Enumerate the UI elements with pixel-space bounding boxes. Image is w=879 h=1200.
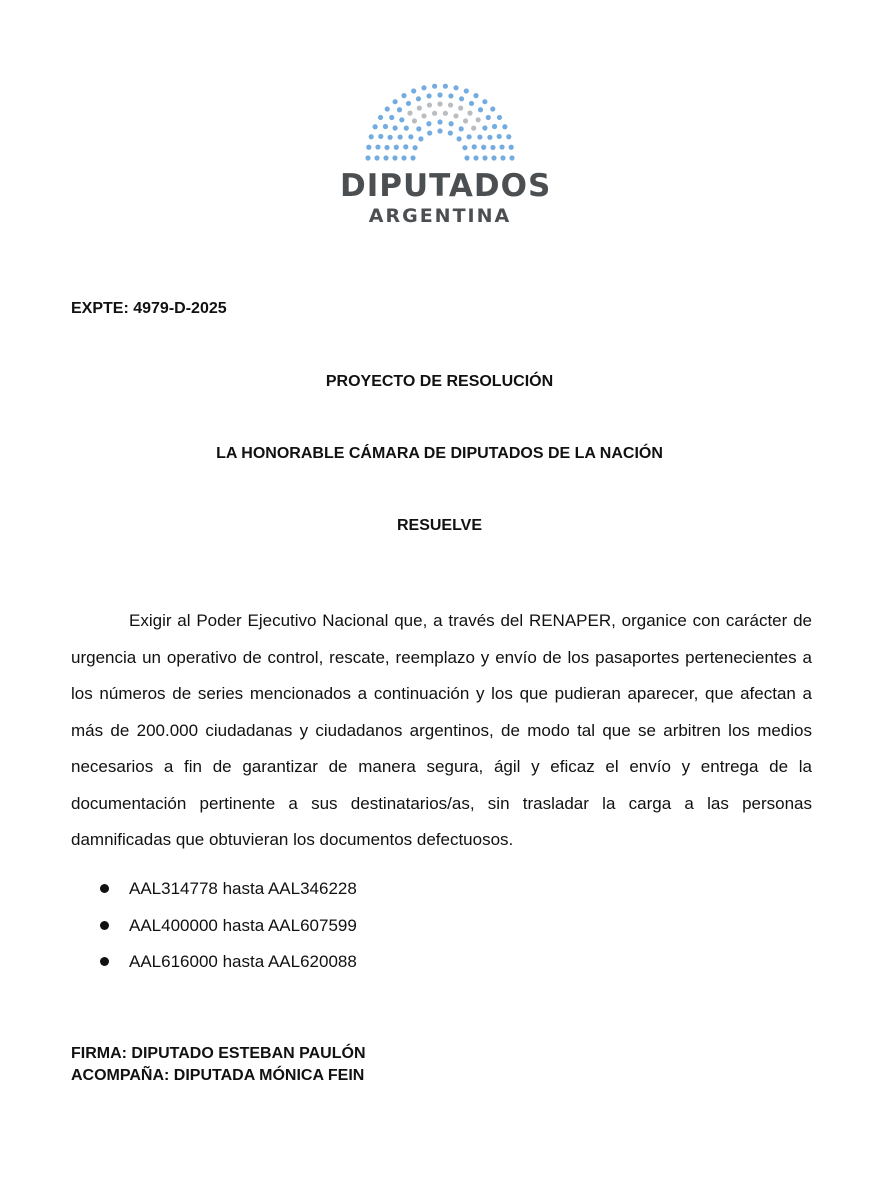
- hemicycle-dot: [506, 134, 511, 139]
- hemicycle-dot: [418, 136, 423, 141]
- logo-subtitle: ARGENTINA: [368, 205, 512, 227]
- list-item: [100, 876, 600, 913]
- hemicycle-dot: [502, 124, 507, 129]
- hemicycle-dot: [427, 102, 432, 107]
- hemicycle-dot: [378, 134, 383, 139]
- hemicycle-dots-icon: [362, 82, 518, 162]
- hemicycle-dot: [469, 101, 474, 106]
- hemicycle-dot: [437, 101, 442, 106]
- hemicycle-dot: [497, 134, 502, 139]
- resolve-heading: RESUELVE: [396, 517, 483, 534]
- hemicycle-dot: [421, 85, 426, 90]
- hemicycle-dot: [482, 125, 487, 130]
- resolution-body: Exigir al Poder Ejecutivo Nacional que, a través del RENAPER, organice con carácter de urgencia un operativo de control, rescate, reemplazo y envío de los pasaportes pertenecientes a los números de series mencionados a continuación y los que pudieran aparecer, que afectan a más de 200.000 ciudadanas y ciudadanos argentinos, de modo tal que se arbitren los medios necesarios a fin de garantizar de manera segura, ágil y eficaz el envío y entrega de la documentación pertinente a sus destinatarios/as, sin trasladar la carga a las personas damnificadas que obtuvieran los documentos defectuosos.: [71, 611, 812, 849]
- hemicycle-dot: [389, 115, 394, 120]
- hemicycle-dot: [437, 92, 442, 97]
- hemicycle-dot: [412, 145, 417, 150]
- series-range: AAL616000 hasta AAL620088: [129, 952, 357, 971]
- series-range: AAL400000 hasta AAL607599: [129, 915, 357, 935]
- hemicycle-dot: [487, 135, 492, 140]
- firma-line: FIRMA: DIPUTADO ESTEBAN PAULÓN: [71, 1045, 366, 1062]
- hemicycle-dot: [477, 134, 482, 139]
- hemicycle-dot: [437, 119, 442, 124]
- hemicycle-dot: [393, 125, 398, 130]
- document-type-heading: PROYECTO DE RESOLUCIÓN: [325, 373, 554, 390]
- hemicycle-dot: [416, 126, 421, 131]
- hemicycle-dot: [378, 115, 383, 120]
- hemicycle-dot: [497, 115, 502, 120]
- hemicycle-dot: [412, 118, 417, 123]
- hemicycle-dot: [366, 145, 371, 150]
- hemicycle-dot: [385, 106, 390, 111]
- hemicycle-dot: [411, 88, 416, 93]
- hemicycle-dot: [453, 85, 458, 90]
- hemicycle-dot: [416, 96, 421, 101]
- hemicycle-dot: [476, 117, 481, 122]
- diputados-logo: [340, 80, 552, 240]
- hemicycle-dot: [482, 99, 487, 104]
- hemicycle-dot: [448, 93, 453, 98]
- hemicycle-dot: [458, 106, 463, 111]
- hemicycle-dot: [464, 155, 469, 160]
- hemicycle-dot: [398, 134, 403, 139]
- bullet-icon: [100, 884, 109, 893]
- hemicycle-dot: [373, 124, 378, 129]
- expediente-number: EXPTE: 4979-D-2025: [71, 300, 227, 317]
- hemicycle-dot: [443, 111, 448, 116]
- hemicycle-dot: [427, 130, 432, 135]
- hemicycle-dot: [392, 155, 397, 160]
- hemicycle-dot: [410, 155, 415, 160]
- hemicycle-dot: [499, 144, 504, 149]
- hemicycle-dot: [459, 126, 464, 131]
- hemicycle-dot: [490, 106, 495, 111]
- hemicycle-dot: [478, 107, 483, 112]
- hemicycle-dot: [404, 126, 409, 131]
- hemicycle-dot: [467, 111, 472, 116]
- hemicycle-dot: [464, 88, 469, 93]
- hemicycle-dot: [388, 135, 393, 140]
- hemicycle-dot: [456, 136, 461, 141]
- chamber-heading: LA HONORABLE CÁMARA DE DIPUTADOS DE LA NACIÓN: [216, 445, 663, 462]
- hemicycle-dot: [384, 145, 389, 150]
- hemicycle-dot: [432, 111, 437, 116]
- hemicycle-dot: [374, 155, 379, 160]
- hemicycle-dot: [509, 145, 514, 150]
- hemicycle-dot: [462, 145, 467, 150]
- series-range: AAL314778 hasta AAL346228: [129, 879, 357, 898]
- hemicycle-dot: [500, 155, 505, 160]
- hemicycle-dot: [394, 145, 399, 150]
- hemicycle-dot: [399, 117, 404, 122]
- hemicycle-dot: [393, 99, 398, 104]
- hemicycle-dot: [490, 145, 495, 150]
- hemicycle-dot: [472, 144, 477, 149]
- hemicycle-dot: [473, 93, 478, 98]
- hemicycle-dot: [421, 113, 426, 118]
- bullet-icon: [100, 921, 109, 930]
- list-item: [100, 949, 600, 986]
- hemicycle-dot: [426, 93, 431, 98]
- hemicycle-dot: [471, 126, 476, 131]
- hemicycle-dot: [448, 130, 453, 135]
- hemicycle-dot: [486, 115, 491, 120]
- hemicycle-dot: [407, 111, 412, 116]
- hemicycle-dot: [482, 155, 487, 160]
- hemicycle-dot: [449, 121, 454, 126]
- hemicycle-dot: [397, 107, 402, 112]
- hemicycle-dot: [448, 102, 453, 107]
- list-item: [100, 913, 600, 950]
- hemicycle-dot: [383, 155, 388, 160]
- hemicycle-dot: [369, 134, 374, 139]
- hemicycle-dot: [417, 106, 422, 111]
- hemicycle-dot: [509, 155, 514, 160]
- hemicycle-dot: [375, 144, 380, 149]
- hemicycle-dot: [437, 128, 442, 133]
- passport-series-list: [100, 876, 600, 986]
- logo-title: DIPUTADOS: [340, 168, 552, 204]
- hemicycle-dot: [426, 121, 431, 126]
- hemicycle-dot: [492, 124, 497, 129]
- hemicycle-dot: [401, 155, 406, 160]
- hemicycle-dot: [463, 118, 468, 123]
- acompana-line: ACOMPAÑA: DIPUTADA MÓNICA FEIN: [71, 1067, 365, 1084]
- hemicycle-dot: [432, 84, 437, 89]
- hemicycle-dot: [491, 155, 496, 160]
- hemicycle-dot: [467, 134, 472, 139]
- bullet-icon: [100, 957, 109, 966]
- hemicycle-dot: [406, 101, 411, 106]
- hemicycle-dot: [408, 134, 413, 139]
- hemicycle-dot: [401, 93, 406, 98]
- hemicycle-dot: [383, 124, 388, 129]
- hemicycle-dot: [459, 96, 464, 101]
- hemicycle-dot: [365, 155, 370, 160]
- hemicycle-dot: [403, 144, 408, 149]
- hemicycle-dot: [473, 155, 478, 160]
- signature-block: [71, 1043, 366, 1087]
- hemicycle-dot: [443, 84, 448, 89]
- hemicycle-dot: [453, 113, 458, 118]
- hemicycle-dot: [481, 145, 486, 150]
